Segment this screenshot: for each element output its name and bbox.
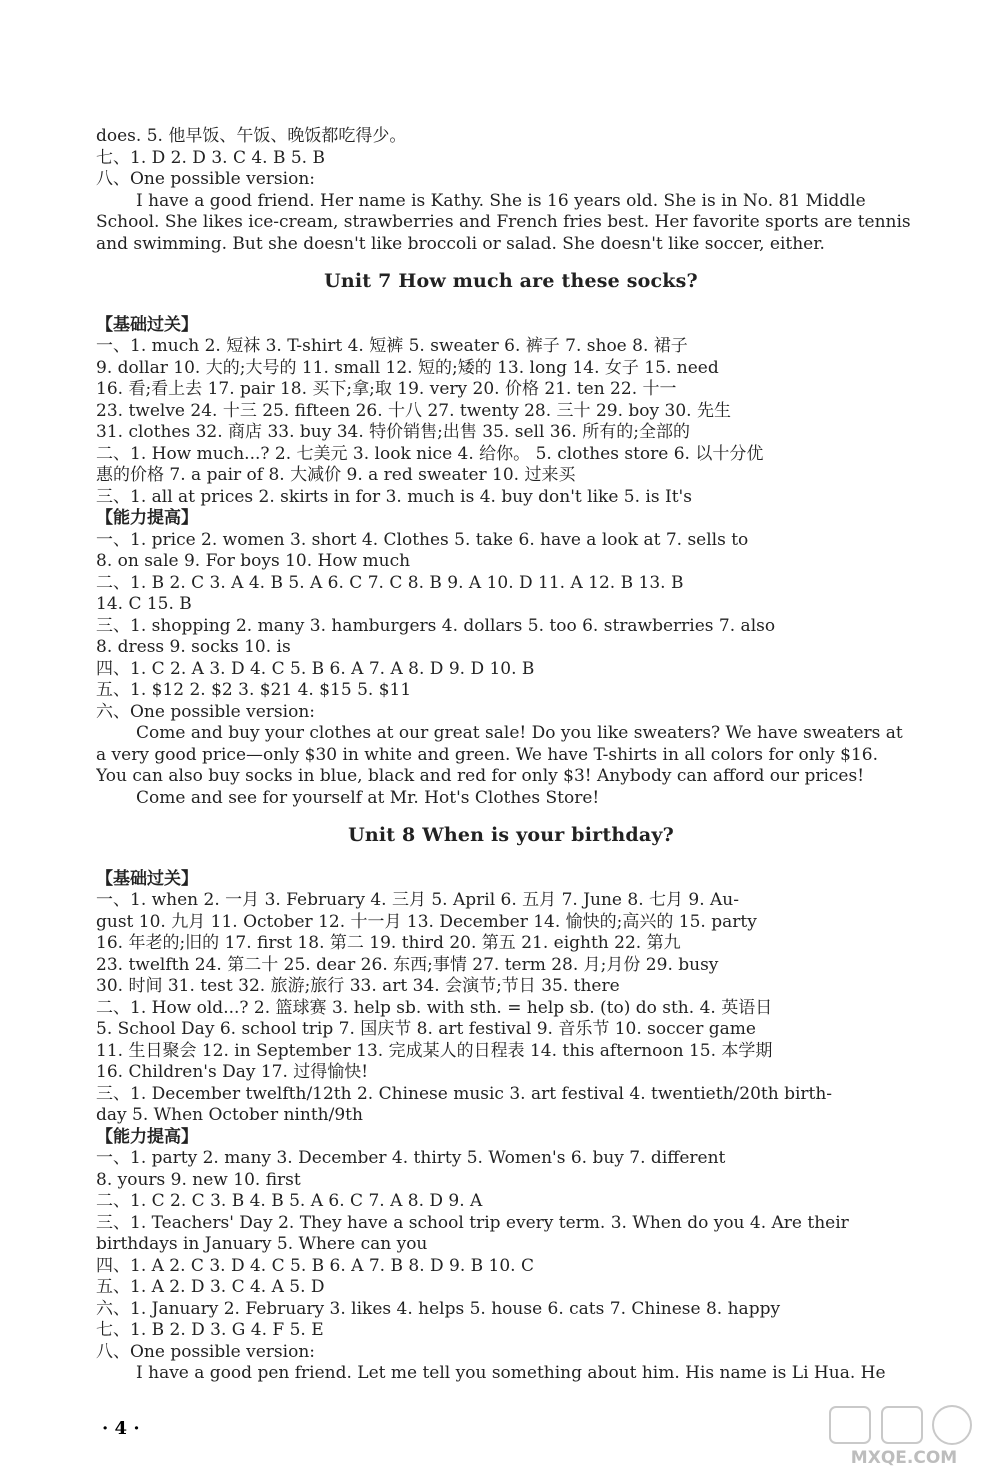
answer-line: birthdays in January 5. Where can you <box>96 1234 428 1254</box>
answer-line: 30. 时间 31. test 32. 旅游;旅行 33. art 34. 会演节;节日 35. there <box>96 976 620 996</box>
answer-line: 八、One possible version: <box>96 1341 315 1362</box>
answer-line: 8. yours 9. new 10. first <box>96 1169 301 1190</box>
answer-line: 8. on sale 9. For boys 10. How much <box>96 551 411 571</box>
watermark-logo <box>824 1403 984 1469</box>
unit-8-section <box>96 869 926 1385</box>
answer-line: day 5. When October ninth/9th <box>96 1105 363 1125</box>
unit-7-title: Unit 7 How much are these socks? <box>324 270 698 292</box>
essay-line: Come and see for yourself at Mr. Hot's Clothes Store! <box>136 787 600 808</box>
answer-line: 七、1. B 2. D 3. G 4. F 5. E <box>96 1320 324 1340</box>
answer-line: 16. Children's Day 17. 过得愉快! <box>96 1062 369 1082</box>
answer-line: 23. twelfth 24. 第二十 25. dear 26. 东西;事情 27. term 28. 月;月份 29. busy <box>96 954 719 975</box>
unit-8-title: Unit 8 When is your birthday? <box>348 824 674 846</box>
answer-line: 二、1. B 2. C 3. A 4. B 5. A 6. C 7. C 8. B 9. A 10. D 11. A 12. B 13. B <box>96 572 684 593</box>
section-heading-basic: 【基础过关】 <box>96 868 198 889</box>
essay-line: I have a good pen friend. Let me tell you something about him. His name is Li Hua. He <box>136 1363 886 1383</box>
section-heading-advanced: 【能力提高】 <box>96 1126 198 1147</box>
answer-line: 惠的价格 7. a pair of 8. 大减价 9. a red sweater 10. 过来买 <box>96 465 576 485</box>
answer-line: 14. C 15. B <box>96 594 192 614</box>
answer-line: 16. 看;看上去 17. pair 18. 买下;拿;取 19. very 20. 价格 21. ten 22. 十一 <box>96 379 677 399</box>
svg-text:MXQE.COM: MXQE.COM <box>850 1448 958 1468</box>
answer-line: 23. twelve 24. 十三 25. fifteen 26. 十八 27. twenty 28. 三十 29. boy 30. 先生 <box>96 400 731 421</box>
answer-line: 二、1. How old...? 2. 篮球赛 3. help sb. with sth. = help sb. (to) do sth. 4. 英语日 <box>96 997 773 1018</box>
answer-line: 11. 生日聚会 12. in September 13. 完成某人的日程表 14. this afternoon 15. 本学期 <box>96 1040 773 1061</box>
answer-line: 9. dollar 10. 大的;大号的 11. small 12. 短的;矮的 13. long 14. 女子 15. need <box>96 357 719 378</box>
essay-line: I have a good friend. Her name is Kathy. She is 16 years old. She is in No. 81 Middle <box>136 190 866 211</box>
essay-line: You can also buy socks in blue, black and red for only $3! Anybody can afford our prices! <box>96 766 865 786</box>
page-number: · 4 · <box>102 1418 140 1439</box>
essay-line: and swimming. But she doesn't like broccoli or salad. She doesn't like soccer, either. <box>96 233 825 254</box>
essay-line: School. She likes ice-cream, strawberries and French fries best. Her favorite sports are tennis <box>96 212 911 232</box>
answer-line: 三、1. all at prices 2. skirts in for 3. much is 4. buy don't like 5. is It's <box>96 486 692 507</box>
essay-line: Come and buy your clothes at our great sale! Do you like sweaters? We have sweaters at <box>136 723 903 743</box>
answer-line: 六、One possible version: <box>96 701 315 722</box>
answer-line: 8. dress 9. socks 10. is <box>96 637 291 657</box>
answer-line: 三、1. shopping 2. many 3. hamburgers 4. dollars 5. too 6. strawberries 7. also <box>96 615 776 636</box>
answer-line: 二、1. C 2. C 3. B 4. B 5. A 6. C 7. A 8. D 9. A <box>96 1191 483 1211</box>
answer-line: 5. School Day 6. school trip 7. 国庆节 8. art festival 9. 音乐节 10. soccer game <box>96 1019 756 1039</box>
answer-key-page <box>96 126 926 1385</box>
answer-line: 二、1. How much...? 2. 七美元 3. look nice 4. 给你。 5. clothes store 6. 以十分优 <box>96 443 764 464</box>
answer-line: 31. clothes 32. 商店 33. buy 34. 特价销售;出售 35. sell 36. 所有的;全部的 <box>96 422 690 442</box>
answer-line: 五、1. A 2. D 3. C 4. A 5. D <box>96 1277 325 1297</box>
answer-line: 一、1. party 2. many 3. December 4. thirty 5. Women's 6. buy 7. different <box>96 1148 726 1168</box>
intro-block <box>96 126 926 255</box>
answer-line: 四、1. C 2. A 3. D 4. C 5. B 6. A 7. A 8. D 9. D 10. B <box>96 658 535 679</box>
answer-line: 16. 年老的;旧的 17. first 18. 第二 19. third 20. 第五 21. eighth 22. 第九 <box>96 933 681 953</box>
answer-line: 一、1. price 2. women 3. short 4. Clothes 5. take 6. have a look at 7. sells to <box>96 529 749 550</box>
answer-line: 六、1. January 2. February 3. likes 4. helps 5. house 6. cats 7. Chinese 8. happy <box>96 1298 781 1319</box>
answer-line: 三、1. December twelfth/12th 2. Chinese music 3. art festival 4. twentieth/20th birth- <box>96 1083 833 1104</box>
section-heading-basic: 【基础过关】 <box>96 314 198 335</box>
answer-line: gust 10. 九月 11. October 12. 十一月 13. December 14. 愉快的;高兴的 15. party <box>96 911 757 932</box>
answer-line: 五、1. $12 2. $2 3. $21 4. $15 5. $11 <box>96 680 412 700</box>
text-line: 八、One possible version: <box>96 169 315 189</box>
answer-line: 一、1. much 2. 短袜 3. T-shirt 4. 短裤 5. sweater 6. 裤子 7. shoe 8. 裙子 <box>96 336 688 356</box>
answer-line: 三、1. Teachers' Day 2. They have a school trip every term. 3. When do you 4. Are their <box>96 1212 849 1233</box>
text-line: does. 5. 他早饭、午饭、晚饭都吃得少。 <box>96 126 407 146</box>
answer-line: 一、1. when 2. 一月 3. February 4. 三月 5. April 6. 五月 7. June 8. 七月 9. Au- <box>96 890 740 910</box>
answer-line: 四、1. A 2. C 3. D 4. C 5. B 6. A 7. B 8. D 9. B 10. C <box>96 1255 534 1276</box>
section-heading-advanced: 【能力提高】 <box>96 508 198 528</box>
essay-line: a very good price—only $30 in white and green. We have T-shirts in all colors for only $16. <box>96 744 878 765</box>
unit-7-section <box>96 315 926 810</box>
text-line: 七、1. D 2. D 3. C 4. B 5. B <box>96 147 325 168</box>
